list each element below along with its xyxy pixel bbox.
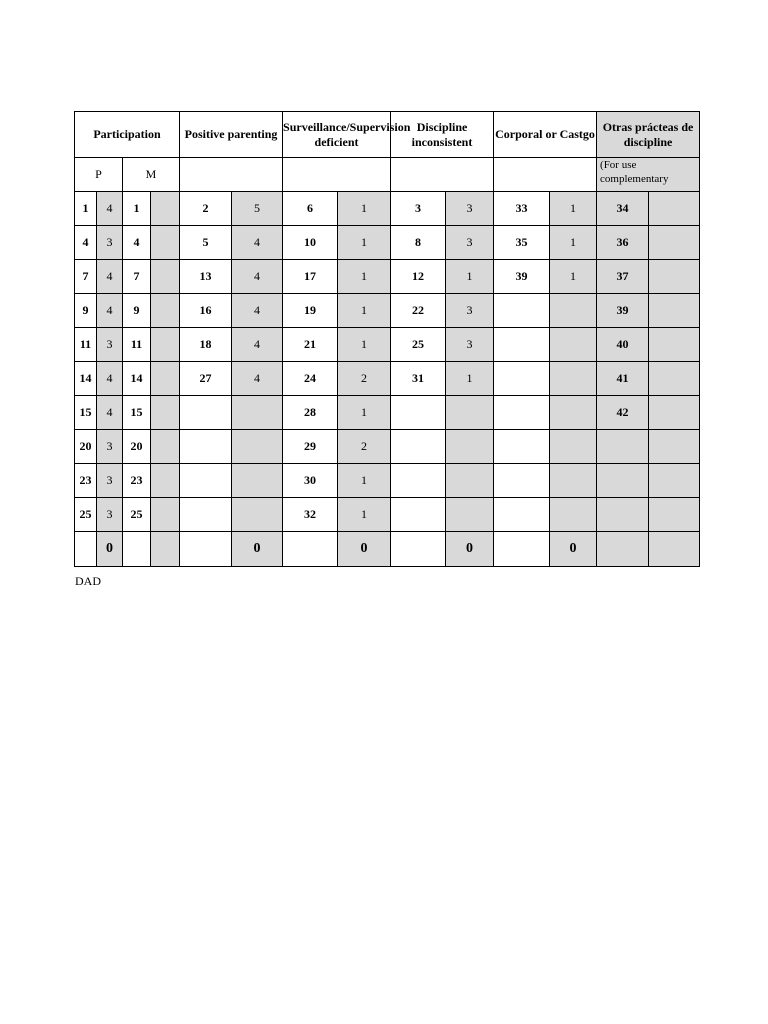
total-positive-parenting: 0 [232,532,283,567]
cell-pp-item: 18 [180,328,232,362]
cell-sv-val: 1 [338,260,391,294]
cell-sv-val: 1 [338,226,391,260]
table-row [75,396,700,430]
cell-sv-val: 1 [338,464,391,498]
total-blank [283,532,338,567]
cell-p-item: 25 [75,498,97,532]
cell-sv-item: 30 [283,464,338,498]
cell-m-item: 11 [123,328,151,362]
cell-ot-item [597,498,649,532]
cell-p-item: 4 [75,226,97,260]
cell-ot-item: 36 [597,226,649,260]
cell-p-val: 3 [97,328,123,362]
cell-ot-val [649,226,700,260]
totals-row [75,532,700,567]
cell-pp-val [232,498,283,532]
cell-pp-item [180,430,232,464]
cell-di-item [391,396,446,430]
cell-pp-val: 4 [232,226,283,260]
cell-pp-item: 13 [180,260,232,294]
cell-di-val: 3 [446,226,494,260]
cell-di-item [391,498,446,532]
cell-pp-item: 2 [180,192,232,226]
cell-pp-val: 4 [232,362,283,396]
header-surveillance: Surveillance/Supervision deficient [283,112,391,158]
cell-m-item: 1 [123,192,151,226]
cell-di-item [391,430,446,464]
cell-co-item: 33 [494,192,550,226]
cell-p-item: 11 [75,328,97,362]
subheader-blank [283,158,391,192]
cell-co-val: 1 [550,260,597,294]
subheader-m: M [123,158,180,192]
total-blank [180,532,232,567]
cell-co-item [494,396,550,430]
total-surveillance: 0 [338,532,391,567]
cell-sv-val: 2 [338,362,391,396]
cell-co-item [494,294,550,328]
cell-co-val: 1 [550,192,597,226]
cell-sv-val: 1 [338,396,391,430]
cell-co-item: 39 [494,260,550,294]
cell-pp-item [180,464,232,498]
cell-sv-item: 10 [283,226,338,260]
cell-di-val [446,396,494,430]
header-participation: Participation [75,112,180,158]
header-corporal: Corporal or Castgo [494,112,597,158]
cell-p-val: 4 [97,192,123,226]
cell-co-val [550,294,597,328]
subheader-otras-note: (For use complementary [597,158,700,192]
total-blank [597,532,649,567]
cell-sv-val: 2 [338,430,391,464]
cell-ot-item: 42 [597,396,649,430]
cell-p-item: 23 [75,464,97,498]
cell-p-item: 1 [75,192,97,226]
total-blank [75,532,97,567]
cell-m-val [151,260,180,294]
cell-pp-val: 4 [232,294,283,328]
cell-sv-val: 1 [338,498,391,532]
table-row [75,328,700,362]
cell-pp-item [180,498,232,532]
cell-sv-item: 24 [283,362,338,396]
cell-m-val [151,192,180,226]
table-row [75,294,700,328]
cell-ot-item: 40 [597,328,649,362]
cell-m-val [151,396,180,430]
cell-di-item: 12 [391,260,446,294]
cell-di-val: 1 [446,260,494,294]
cell-co-item: 35 [494,226,550,260]
cell-co-val [550,498,597,532]
cell-p-item: 9 [75,294,97,328]
cell-m-val [151,328,180,362]
cell-m-val [151,464,180,498]
cell-sv-item: 29 [283,430,338,464]
cell-p-item: 15 [75,396,97,430]
cell-p-val: 4 [97,396,123,430]
cell-di-item [391,464,446,498]
total-blank [494,532,550,567]
cell-m-val [151,226,180,260]
cell-pp-item: 16 [180,294,232,328]
subheader-blank [494,158,597,192]
cell-di-item: 31 [391,362,446,396]
cell-p-val: 3 [97,430,123,464]
table-row [75,362,700,396]
cell-pp-val [232,430,283,464]
cell-co-item [494,430,550,464]
cell-pp-val [232,464,283,498]
cell-pp-val: 5 [232,192,283,226]
cell-p-val: 4 [97,362,123,396]
subheader-p: P [75,158,123,192]
scoring-table-container [74,111,700,567]
cell-m-item: 23 [123,464,151,498]
cell-p-val: 3 [97,226,123,260]
header-discipline: Discipline inconsistent [391,112,494,158]
cell-ot-val [649,396,700,430]
cell-pp-item [180,396,232,430]
cell-sv-item: 28 [283,396,338,430]
cell-p-item: 20 [75,430,97,464]
cell-ot-val [649,260,700,294]
total-blank [391,532,446,567]
cell-ot-val [649,430,700,464]
cell-co-val [550,396,597,430]
cell-ot-val [649,192,700,226]
cell-p-val: 3 [97,464,123,498]
cell-pp-val [232,396,283,430]
cell-co-val: 1 [550,226,597,260]
cell-co-val [550,464,597,498]
cell-p-val: 3 [97,498,123,532]
cell-di-item: 3 [391,192,446,226]
cell-co-item [494,498,550,532]
table-row [75,498,700,532]
cell-ot-item [597,464,649,498]
cell-sv-val: 1 [338,192,391,226]
cell-di-val [446,430,494,464]
cell-m-val [151,498,180,532]
cell-p-val: 4 [97,294,123,328]
cell-di-val: 3 [446,328,494,362]
cell-di-item: 8 [391,226,446,260]
total-blank [649,532,700,567]
cell-p-item: 14 [75,362,97,396]
cell-m-item: 14 [123,362,151,396]
total-discipline: 0 [446,532,494,567]
cell-ot-val [649,362,700,396]
cell-co-item [494,464,550,498]
cell-co-item [494,328,550,362]
cell-ot-val [649,328,700,362]
caption-dad: DAD [75,574,101,588]
scoring-table [74,111,700,567]
cell-ot-item: 41 [597,362,649,396]
cell-ot-val [649,294,700,328]
cell-m-item: 9 [123,294,151,328]
total-blank [123,532,151,567]
table-row [75,464,700,498]
cell-m-val [151,362,180,396]
cell-sv-item: 32 [283,498,338,532]
subheader-blank [180,158,283,192]
cell-di-item: 25 [391,328,446,362]
cell-sv-val: 1 [338,328,391,362]
cell-pp-item: 5 [180,226,232,260]
cell-di-val: 1 [446,362,494,396]
cell-m-item: 20 [123,430,151,464]
cell-ot-val [649,464,700,498]
cell-ot-val [649,498,700,532]
cell-m-item: 25 [123,498,151,532]
subheader-row [75,158,700,192]
total-blank [151,532,180,567]
cell-di-item: 22 [391,294,446,328]
table-row [75,430,700,464]
cell-co-val [550,362,597,396]
cell-p-val: 4 [97,260,123,294]
cell-ot-item [597,430,649,464]
subheader-blank [391,158,494,192]
cell-p-item: 7 [75,260,97,294]
cell-sv-val: 1 [338,294,391,328]
cell-sv-item: 6 [283,192,338,226]
table-row [75,226,700,260]
cell-ot-item: 39 [597,294,649,328]
cell-m-item: 4 [123,226,151,260]
cell-co-item [494,362,550,396]
cell-m-item: 15 [123,396,151,430]
cell-ot-item: 34 [597,192,649,226]
cell-m-item: 7 [123,260,151,294]
cell-sv-item: 21 [283,328,338,362]
cell-di-val: 3 [446,294,494,328]
header-otras: Otras prácteas de discipline [597,112,700,158]
cell-pp-val: 4 [232,328,283,362]
cell-m-val [151,430,180,464]
cell-di-val [446,498,494,532]
cell-di-val [446,464,494,498]
total-corporal: 0 [550,532,597,567]
header-row [75,112,700,158]
cell-sv-item: 19 [283,294,338,328]
table-row [75,192,700,226]
table-row [75,260,700,294]
cell-sv-item: 17 [283,260,338,294]
cell-pp-item: 27 [180,362,232,396]
cell-co-val [550,430,597,464]
header-positive-parenting: Positive parenting [180,112,283,158]
cell-ot-item: 37 [597,260,649,294]
total-participation: 0 [97,532,123,567]
cell-co-val [550,328,597,362]
cell-di-val: 3 [446,192,494,226]
cell-pp-val: 4 [232,260,283,294]
cell-m-val [151,294,180,328]
